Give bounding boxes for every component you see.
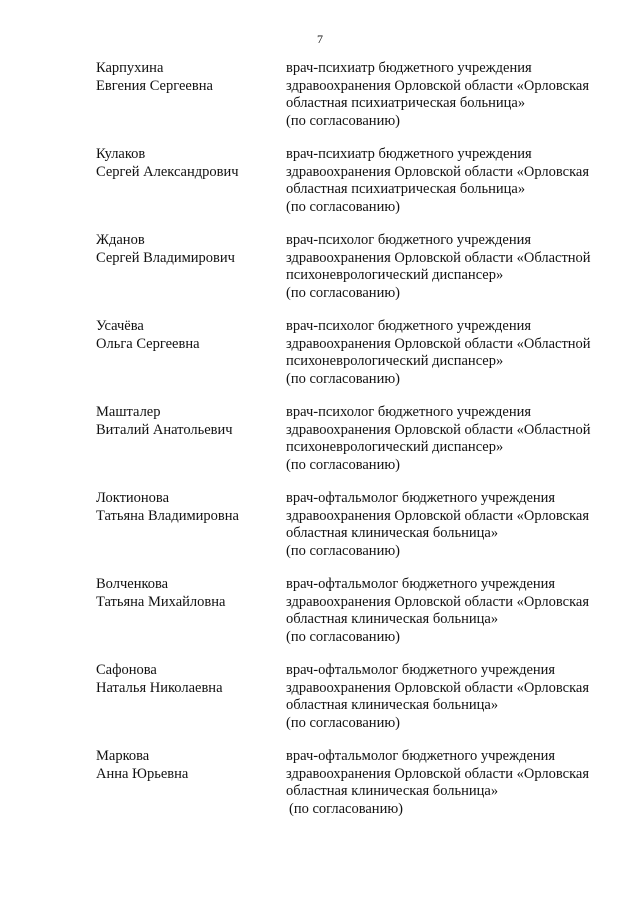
member-entry xyxy=(0,232,640,318)
member-position xyxy=(286,748,616,818)
page-number: 7 xyxy=(317,32,323,46)
agreement-note: (по согласованию) xyxy=(289,800,403,817)
position-line: психоневрологический диспансер» xyxy=(286,353,504,369)
member-surname: Кулаков xyxy=(96,146,146,162)
agreement-note: (по согласованию) xyxy=(286,284,400,301)
agreement-note: (по согласованию) xyxy=(286,112,400,129)
position-line: областная психиатрическая больница» xyxy=(286,95,526,111)
member-name xyxy=(96,576,276,611)
agreement-note: (по согласованию) xyxy=(286,370,400,387)
member-given-names: Ольга Сергеевна xyxy=(96,335,200,352)
position-line: врач-психиатр бюджетного учреждения xyxy=(286,60,532,76)
member-position xyxy=(286,146,616,216)
member-given-names: Евгения Сергеевна xyxy=(96,77,213,94)
position-line: врач-психолог бюджетного учреждения xyxy=(286,318,532,334)
member-surname: Локтионова xyxy=(96,490,170,506)
member-position xyxy=(286,318,616,388)
member-given-names: Сергей Александрович xyxy=(96,163,239,180)
agreement-note: (по согласованию) xyxy=(286,714,400,731)
position-line: врач-офтальмолог бюджетного учреждения xyxy=(286,576,556,592)
member-surname: Сафонова xyxy=(96,662,157,678)
agreement-note: (по согласованию) xyxy=(286,198,400,215)
position-line: областная клиническая больница» xyxy=(286,525,499,541)
member-name xyxy=(96,490,276,525)
member-given-names: Наталья Николаевна xyxy=(96,679,223,696)
member-position xyxy=(286,490,616,560)
member-entry xyxy=(0,146,640,232)
member-surname: Жданов xyxy=(96,232,145,248)
member-position xyxy=(286,60,616,130)
member-entry xyxy=(0,490,640,576)
member-name xyxy=(96,146,276,181)
position-line: здравоохранения Орловской области «Орловская xyxy=(286,593,590,610)
member-name xyxy=(96,232,276,267)
member-name xyxy=(96,748,276,783)
position-line: здравоохранения Орловской области «Орловская xyxy=(286,765,590,782)
agreement-note: (по согласованию) xyxy=(286,628,400,645)
member-surname: Машталер xyxy=(96,404,161,420)
member-surname: Усачёва xyxy=(96,318,144,334)
position-line: психоневрологический диспансер» xyxy=(286,267,504,283)
position-line: психоневрологический диспансер» xyxy=(286,439,504,455)
member-given-names: Анна Юрьевна xyxy=(96,765,189,782)
position-line: здравоохранения Орловской области «Орловская xyxy=(286,163,590,180)
position-line: здравоохранения Орловской области «Орловская xyxy=(286,507,590,524)
position-line: областная психиатрическая больница» xyxy=(286,181,526,197)
member-surname: Маркова xyxy=(96,748,150,764)
agreement-note: (по согласованию) xyxy=(286,542,400,559)
position-line: областная клиническая больница» xyxy=(286,611,499,627)
member-given-names: Виталий Анатольевич xyxy=(96,421,233,438)
member-surname: Волченкова xyxy=(96,576,169,592)
position-line: врач-психолог бюджетного учреждения xyxy=(286,404,532,420)
member-surname: Карпухина xyxy=(96,60,164,76)
position-line: врач-офтальмолог бюджетного учреждения xyxy=(286,662,556,678)
member-position xyxy=(286,404,616,474)
member-entry xyxy=(0,404,640,490)
position-line: здравоохранения Орловской области «Областной xyxy=(286,421,591,438)
position-line: здравоохранения Орловской области «Орловская xyxy=(286,679,590,696)
position-line: здравоохранения Орловской области «Областной xyxy=(286,335,591,352)
member-given-names: Татьяна Михайловна xyxy=(96,593,226,610)
member-name xyxy=(96,60,276,95)
member-entry xyxy=(0,576,640,662)
member-entry xyxy=(0,318,640,404)
position-line: областная клиническая больница» xyxy=(286,697,499,713)
member-given-names: Сергей Владимирович xyxy=(96,249,235,266)
members-list xyxy=(0,60,640,834)
position-line: врач-офтальмолог бюджетного учреждения xyxy=(286,748,556,764)
member-entry xyxy=(0,748,640,834)
agreement-note: (по согласованию) xyxy=(286,456,400,473)
position-line: врач-психиатр бюджетного учреждения xyxy=(286,146,532,162)
member-position xyxy=(286,232,616,302)
member-entry xyxy=(0,60,640,146)
member-position xyxy=(286,576,616,646)
member-name xyxy=(96,662,276,697)
member-given-names: Татьяна Владимировна xyxy=(96,507,239,524)
member-position xyxy=(286,662,616,732)
member-name xyxy=(96,318,276,353)
position-line: врач-психолог бюджетного учреждения xyxy=(286,232,532,248)
member-name xyxy=(96,404,276,439)
position-line: здравоохранения Орловской области «Областной xyxy=(286,249,591,266)
position-line: врач-офтальмолог бюджетного учреждения xyxy=(286,490,556,506)
position-line: областная клиническая больница» xyxy=(286,783,499,799)
position-line: здравоохранения Орловской области «Орловская xyxy=(286,77,590,94)
member-entry xyxy=(0,662,640,748)
